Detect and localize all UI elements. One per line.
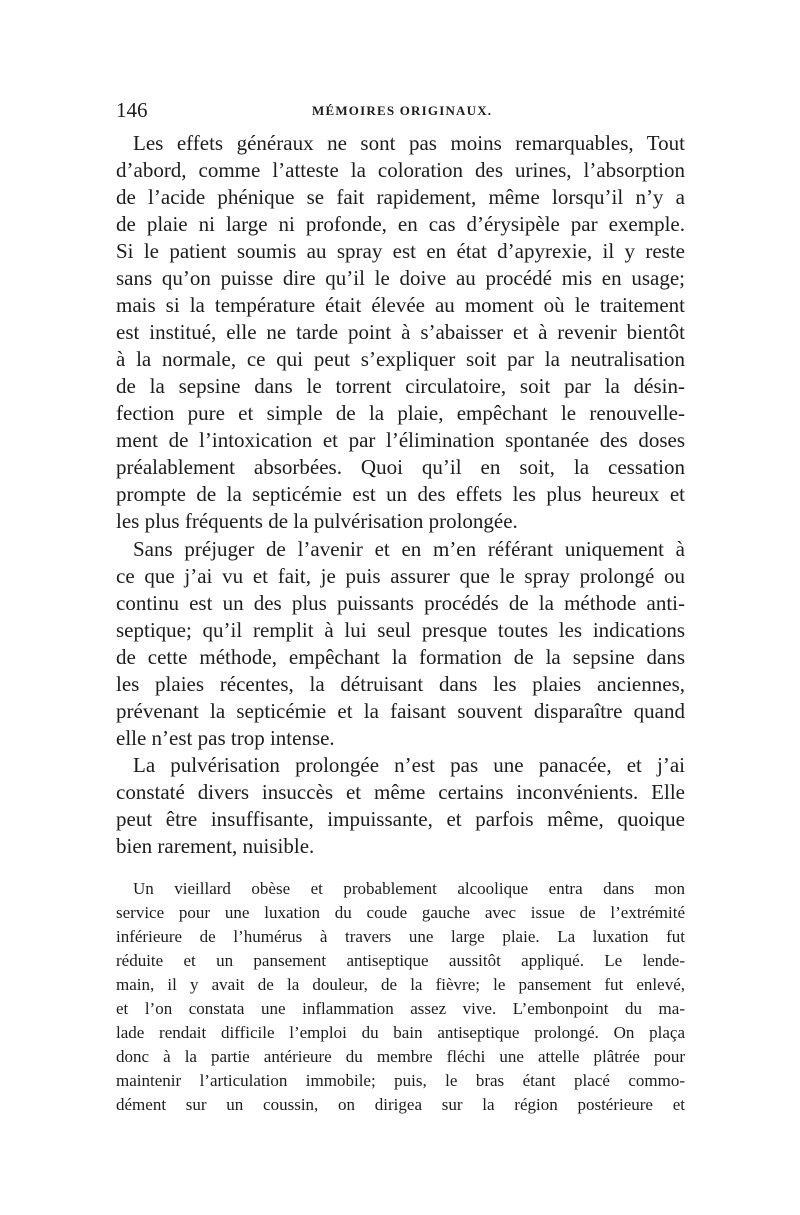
paragraph-1-line: ment de l’intoxication et par l’élimination spontanée des doses <box>116 428 685 452</box>
paragraph-1-line: les plus fréquents de la pulvérisation prolongée. <box>116 509 518 533</box>
case-note-line: réduite et un pansement antiseptique aussitôt appliqué. Le lende- <box>116 951 685 970</box>
paragraph-2-line: prévenant la septicémie et la faisant souvent disparaître quand <box>116 699 685 723</box>
page-header <box>116 98 686 124</box>
paragraph-1-line: de la sepsine dans le torrent circulatoire, soit par la désin- <box>116 374 685 398</box>
paragraph-3-line: La pulvérisation prolongée n’est pas une panacée, et j’ai <box>133 753 685 777</box>
case-note-line: inférieure de l’humérus à travers une large plaie. La luxation fut <box>116 927 685 946</box>
paragraph-1-line: fection pure et simple de la plaie, empêchant le renouvelle- <box>116 401 685 425</box>
paragraph-1-line: Si le patient soumis au spray est en état d’apyrexie, il y reste <box>116 239 685 263</box>
paragraph-2-line: les plaies récentes, la détruisant dans les plaies anciennes, <box>116 672 685 696</box>
paragraph-2-line: continu est un des plus puissants procédés de la méthode anti- <box>116 591 685 615</box>
paragraph-2-line: septique; qu’il remplit à lui seul presque toutes les indications <box>116 618 685 642</box>
paragraph-3-line: constaté divers insuccès et même certains inconvénients. Elle <box>116 780 685 804</box>
case-note-line: donc à la partie antérieure du membre fléchi une attelle plâtrée pour <box>116 1047 685 1066</box>
case-note-line: lade rendait difficile l’emploi du bain antiseptique prolongé. On plaça <box>116 1023 685 1042</box>
paragraph-3-line: peut être insuffisante, impuissante, et parfois même, quoique <box>116 807 685 831</box>
paragraph-2-line: ce que j’ai vu et fait, je puis assurer que le spray prolongé ou <box>116 564 685 588</box>
paragraph-2-line: elle n’est pas trop intense. <box>116 726 335 750</box>
paragraph-1-line: d’abord, comme l’atteste la coloration des urines, l’absorption <box>116 158 685 182</box>
paragraph-1-line: sans qu’on puisse dire qu’il le doive au procédé mis en usage; <box>116 266 685 290</box>
paragraph-1-line: préalablement absorbées. Quoi qu’il en soit, la cessation <box>116 455 685 479</box>
case-note-line: main, il y avait de la douleur, de la fièvre; le pansement fut enlevé, <box>116 975 685 994</box>
paragraph-2-line: de cette méthode, empêchant la formation de la sepsine dans <box>116 645 685 669</box>
paragraph-1-line: est institué, elle ne tarde point à s’abaisser et à revenir bientôt <box>116 320 685 344</box>
case-note-line: service pour une luxation du coude gauche avec issue de l’extrémité <box>116 903 685 922</box>
case-note-line: maintenir l’articulation immobile; puis, le bras étant placé commo- <box>116 1071 685 1090</box>
case-note-line: et l’on constata une inflammation assez vive. L’embonpoint du ma- <box>116 999 685 1018</box>
paragraph-1-line: mais si la température était élevée au moment où le traitement <box>116 293 685 317</box>
running-title: MÉMOIRES ORIGINAUX. <box>312 103 493 118</box>
page-number: 146 <box>116 98 148 122</box>
paragraph-1-line: de l’acide phénique se fait rapidement, même lorsqu’il n’y a <box>116 185 685 209</box>
paragraph-3-line: bien rarement, nuisible. <box>116 834 315 858</box>
case-note-line: Un vieillard obèse et probablement alcoolique entra dans mon <box>133 879 685 898</box>
paragraph-1-line: prompte de la septicémie est un des effets les plus heureux et <box>116 482 685 506</box>
paragraph-2-line: Sans préjuger de l’avenir et en m’en référant uniquement à <box>133 537 685 561</box>
paragraph-1-line: de plaie ni large ni profonde, en cas d’érysipèle par exemple. <box>116 212 685 236</box>
case-note-line: dément sur un coussin, on dirigea sur la région postérieure et <box>116 1095 685 1114</box>
paragraph-1-line: Les effets généraux ne sont pas moins remarquables, Tout <box>133 131 685 155</box>
paragraph-1-line: à la normale, ce qui peut s’expliquer soit par la neutralisation <box>116 347 685 371</box>
